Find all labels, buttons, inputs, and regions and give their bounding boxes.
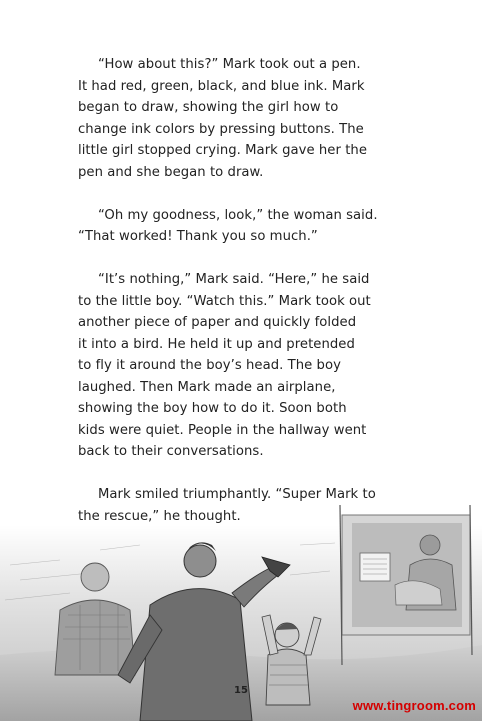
page-number: 15 <box>234 685 248 696</box>
text-line: Mark smiled triumphantly. “Super Mark to <box>98 487 376 502</box>
text-line: pen and she began to draw. <box>78 164 264 180</box>
text-line: showing the boy how to do it. Soon both <box>78 401 347 416</box>
text-line: “It’s nothing,” Mark said. “Here,” he said <box>98 272 370 287</box>
text-line: kids were quiet. People in the hallway went <box>78 422 367 438</box>
text-line: to fly it around the boy’s head. The boy <box>78 358 341 373</box>
paragraph-1 <box>78 54 396 183</box>
text-line: little girl stopped crying. Mark gave her the <box>78 143 367 158</box>
text-line: the rescue,” he thought. <box>78 508 241 524</box>
paragraph-2 <box>78 205 396 248</box>
watermark-url[interactable]: www.tingroom.com <box>352 698 476 713</box>
text-line: another piece of paper and quickly folded <box>78 315 357 330</box>
text-line: change ink colors by pressing buttons. The <box>78 121 364 137</box>
paragraph-3 <box>78 269 396 463</box>
story-text <box>78 54 396 549</box>
text-line: back to their conversations. <box>78 444 264 459</box>
text-line: “That worked! Thank you so much.” <box>78 229 318 244</box>
text-line: “Oh my goodness, look,” the woman said. <box>98 207 378 223</box>
text-line: It had red, green, black, and blue ink. Mark <box>78 78 365 94</box>
text-line: to the little boy. “Watch this.” Mark took out <box>78 293 371 309</box>
text-line: began to draw, showing the girl how to <box>78 100 339 115</box>
text-line: it into a bird. He held it up and pretended <box>78 336 355 352</box>
text-line: “How about this?” Mark took out a pen. <box>98 57 361 72</box>
text-line: laughed. Then Mark made an airplane, <box>78 379 336 395</box>
